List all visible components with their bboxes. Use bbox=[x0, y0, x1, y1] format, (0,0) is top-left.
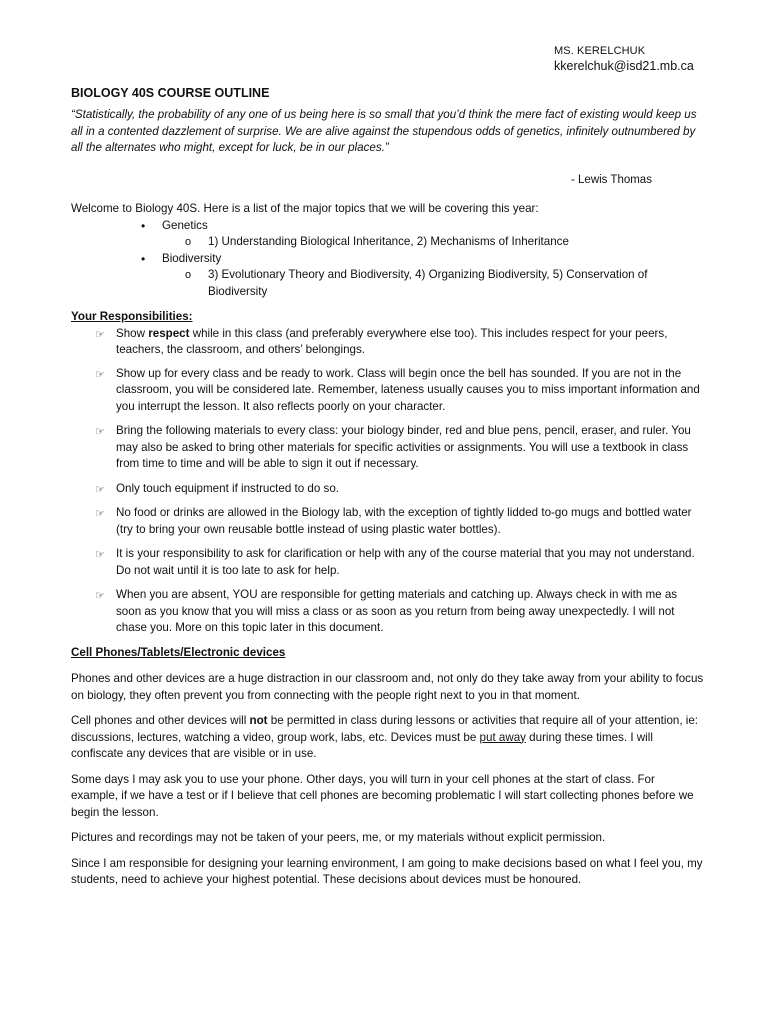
responsibility-text: It is your responsibility to ask for clarification or help with any of the course material that you may not understand. Do not wait until it is too late to ask for help. bbox=[116, 547, 695, 577]
responsibility-text: Only touch equipment if instructed to do so. bbox=[116, 481, 339, 495]
responsibility-item bbox=[71, 546, 705, 579]
subtopic-item bbox=[162, 267, 705, 300]
subtopic-text: 1) Understanding Biological Inheritance, 2) Mechanisms of Inheritance bbox=[208, 235, 569, 248]
responsibility-item bbox=[71, 481, 705, 498]
pointing-hand-icon: ☞ bbox=[95, 426, 105, 438]
topics-list bbox=[71, 218, 705, 301]
quote-attribution: - Lewis Thomas bbox=[571, 173, 652, 186]
teacher-name: MS. KERELCHUK bbox=[554, 45, 646, 57]
responsibility-item bbox=[71, 326, 705, 359]
topic-item bbox=[71, 218, 705, 251]
responsibility-text-pre: Show bbox=[116, 326, 149, 340]
topic-item bbox=[71, 251, 705, 301]
phones-heading: Cell Phones/Tablets/Electronic devices bbox=[71, 645, 286, 659]
responsibilities-list bbox=[71, 326, 705, 637]
responsibility-text: Bring the following materials to every class: your biology binder, red and blue pens, pencil, eraser, and ruler. You may also be asked to bring other materials for specific activities or assignments. You will use a textbook in class from time to time and will be able to sign it out if necessary. bbox=[116, 424, 691, 470]
contact-header bbox=[554, 44, 705, 75]
topic-label: Genetics bbox=[162, 218, 208, 232]
pointing-hand-icon: ☞ bbox=[95, 328, 105, 341]
pointing-hand-icon: ☞ bbox=[95, 368, 105, 381]
pointing-hand-icon: ☞ bbox=[95, 508, 105, 520]
document-page bbox=[71, 44, 705, 898]
rules-text-c: be permitted in class during lessons or activities that require all of your attention, ie: discussions, lectures, watching a video, group work, labs, etc. Devices must be bbox=[71, 714, 699, 744]
welcome-text: Welcome to Biology 40S. Here is a list of the major topics that we will be covering this year: bbox=[71, 202, 539, 215]
opening-quote: “Statistically, the probability of any one of us being here is so small that you’d think the mere fact of existing would keep us all in a contented dazzlement of surprise. We are alive against the stupendous odds of genetics, infinitely outnumbered by all the alternates who might, except for luck, be in our places.” bbox=[71, 108, 697, 154]
responsibility-text-bold: respect bbox=[148, 326, 190, 340]
responsibility-text: Show up for every class and be ready to work. Class will begin once the bell has sounded. If you are not in the classroom, you will be considered late. Remember, lateness usually causes you to miss important information and you interrupt the lesson. It also reflects poorly on your character. bbox=[116, 366, 700, 413]
phones-paragraph-rules bbox=[71, 713, 705, 763]
responsibility-item bbox=[71, 505, 705, 538]
responsibility-item bbox=[71, 587, 705, 637]
pointing-hand-icon: ☞ bbox=[95, 483, 105, 496]
subtopic-list bbox=[162, 234, 705, 251]
rules-text-a: Cell phones and other devices will bbox=[71, 714, 250, 727]
phones-paragraph: Phones and other devices are a huge distraction in our classroom and, not only do they take away from your ability to focus on biology, they often prevent you from connecting with the people right next to you in that moment. bbox=[71, 672, 704, 702]
subtopic-list bbox=[162, 267, 705, 300]
responsibility-item bbox=[71, 366, 705, 416]
pointing-hand-icon: ☞ bbox=[95, 549, 105, 561]
document-title: BIOLOGY 40S COURSE OUTLINE bbox=[71, 86, 270, 100]
rules-text-d: during these times. I will confiscate any devices that are visible or in use. bbox=[71, 730, 653, 760]
responsibility-text: No food or drinks are allowed in the Biology lab, with the exception of tightly lidded to-go mugs and bottled water (try to bring your own reusable bottle instead of using plastic water bottles). bbox=[116, 506, 692, 536]
responsibility-item bbox=[71, 423, 705, 473]
topic-label: Biodiversity bbox=[162, 251, 222, 265]
rules-text-underlined: put away bbox=[479, 730, 526, 744]
rules-text-bold: not bbox=[249, 714, 268, 727]
responsibilities-heading: Your Responsibilities: bbox=[71, 310, 193, 323]
phones-paragraph: Pictures and recordings may not be taken of your peers, me, or my materials without explicit permission. bbox=[71, 831, 606, 844]
teacher-email: kkerelchuk@isd21.mb.ca bbox=[554, 59, 694, 73]
subtopic-text: 3) Evolutionary Theory and Biodiversity, 4) Organizing Biodiversity, 5) Conservation of Biodiversity bbox=[208, 268, 648, 298]
responsibility-text-post: while in this class (and preferably everywhere else too). This includes respect for your peers, teachers, the classroom, and others’ belongings. bbox=[116, 326, 668, 356]
phones-paragraph: Some days I may ask you to use your phone. Other days, you will turn in your cell phones at the start of class. For example, if we have a test or if I believe that cell phones are becoming problematic I will start collecting phones before we begin the lesson. bbox=[71, 772, 694, 819]
subtopic-item bbox=[162, 234, 705, 251]
phones-paragraph: Since I am responsible for designing your learning environment, I am going to make decisions based on what I feel you, my students, need to achieve your highest potential. These decisions about devices must be honoured. bbox=[71, 856, 703, 886]
pointing-hand-icon: ☞ bbox=[95, 590, 105, 602]
responsibility-text: When you are absent, YOU are responsible for getting materials and catching up. Always check in with me as soon as you know that you will miss a class or as soon as you return from being away unexpectedly. I will not chase you. More on this topic later in this document. bbox=[116, 588, 678, 634]
